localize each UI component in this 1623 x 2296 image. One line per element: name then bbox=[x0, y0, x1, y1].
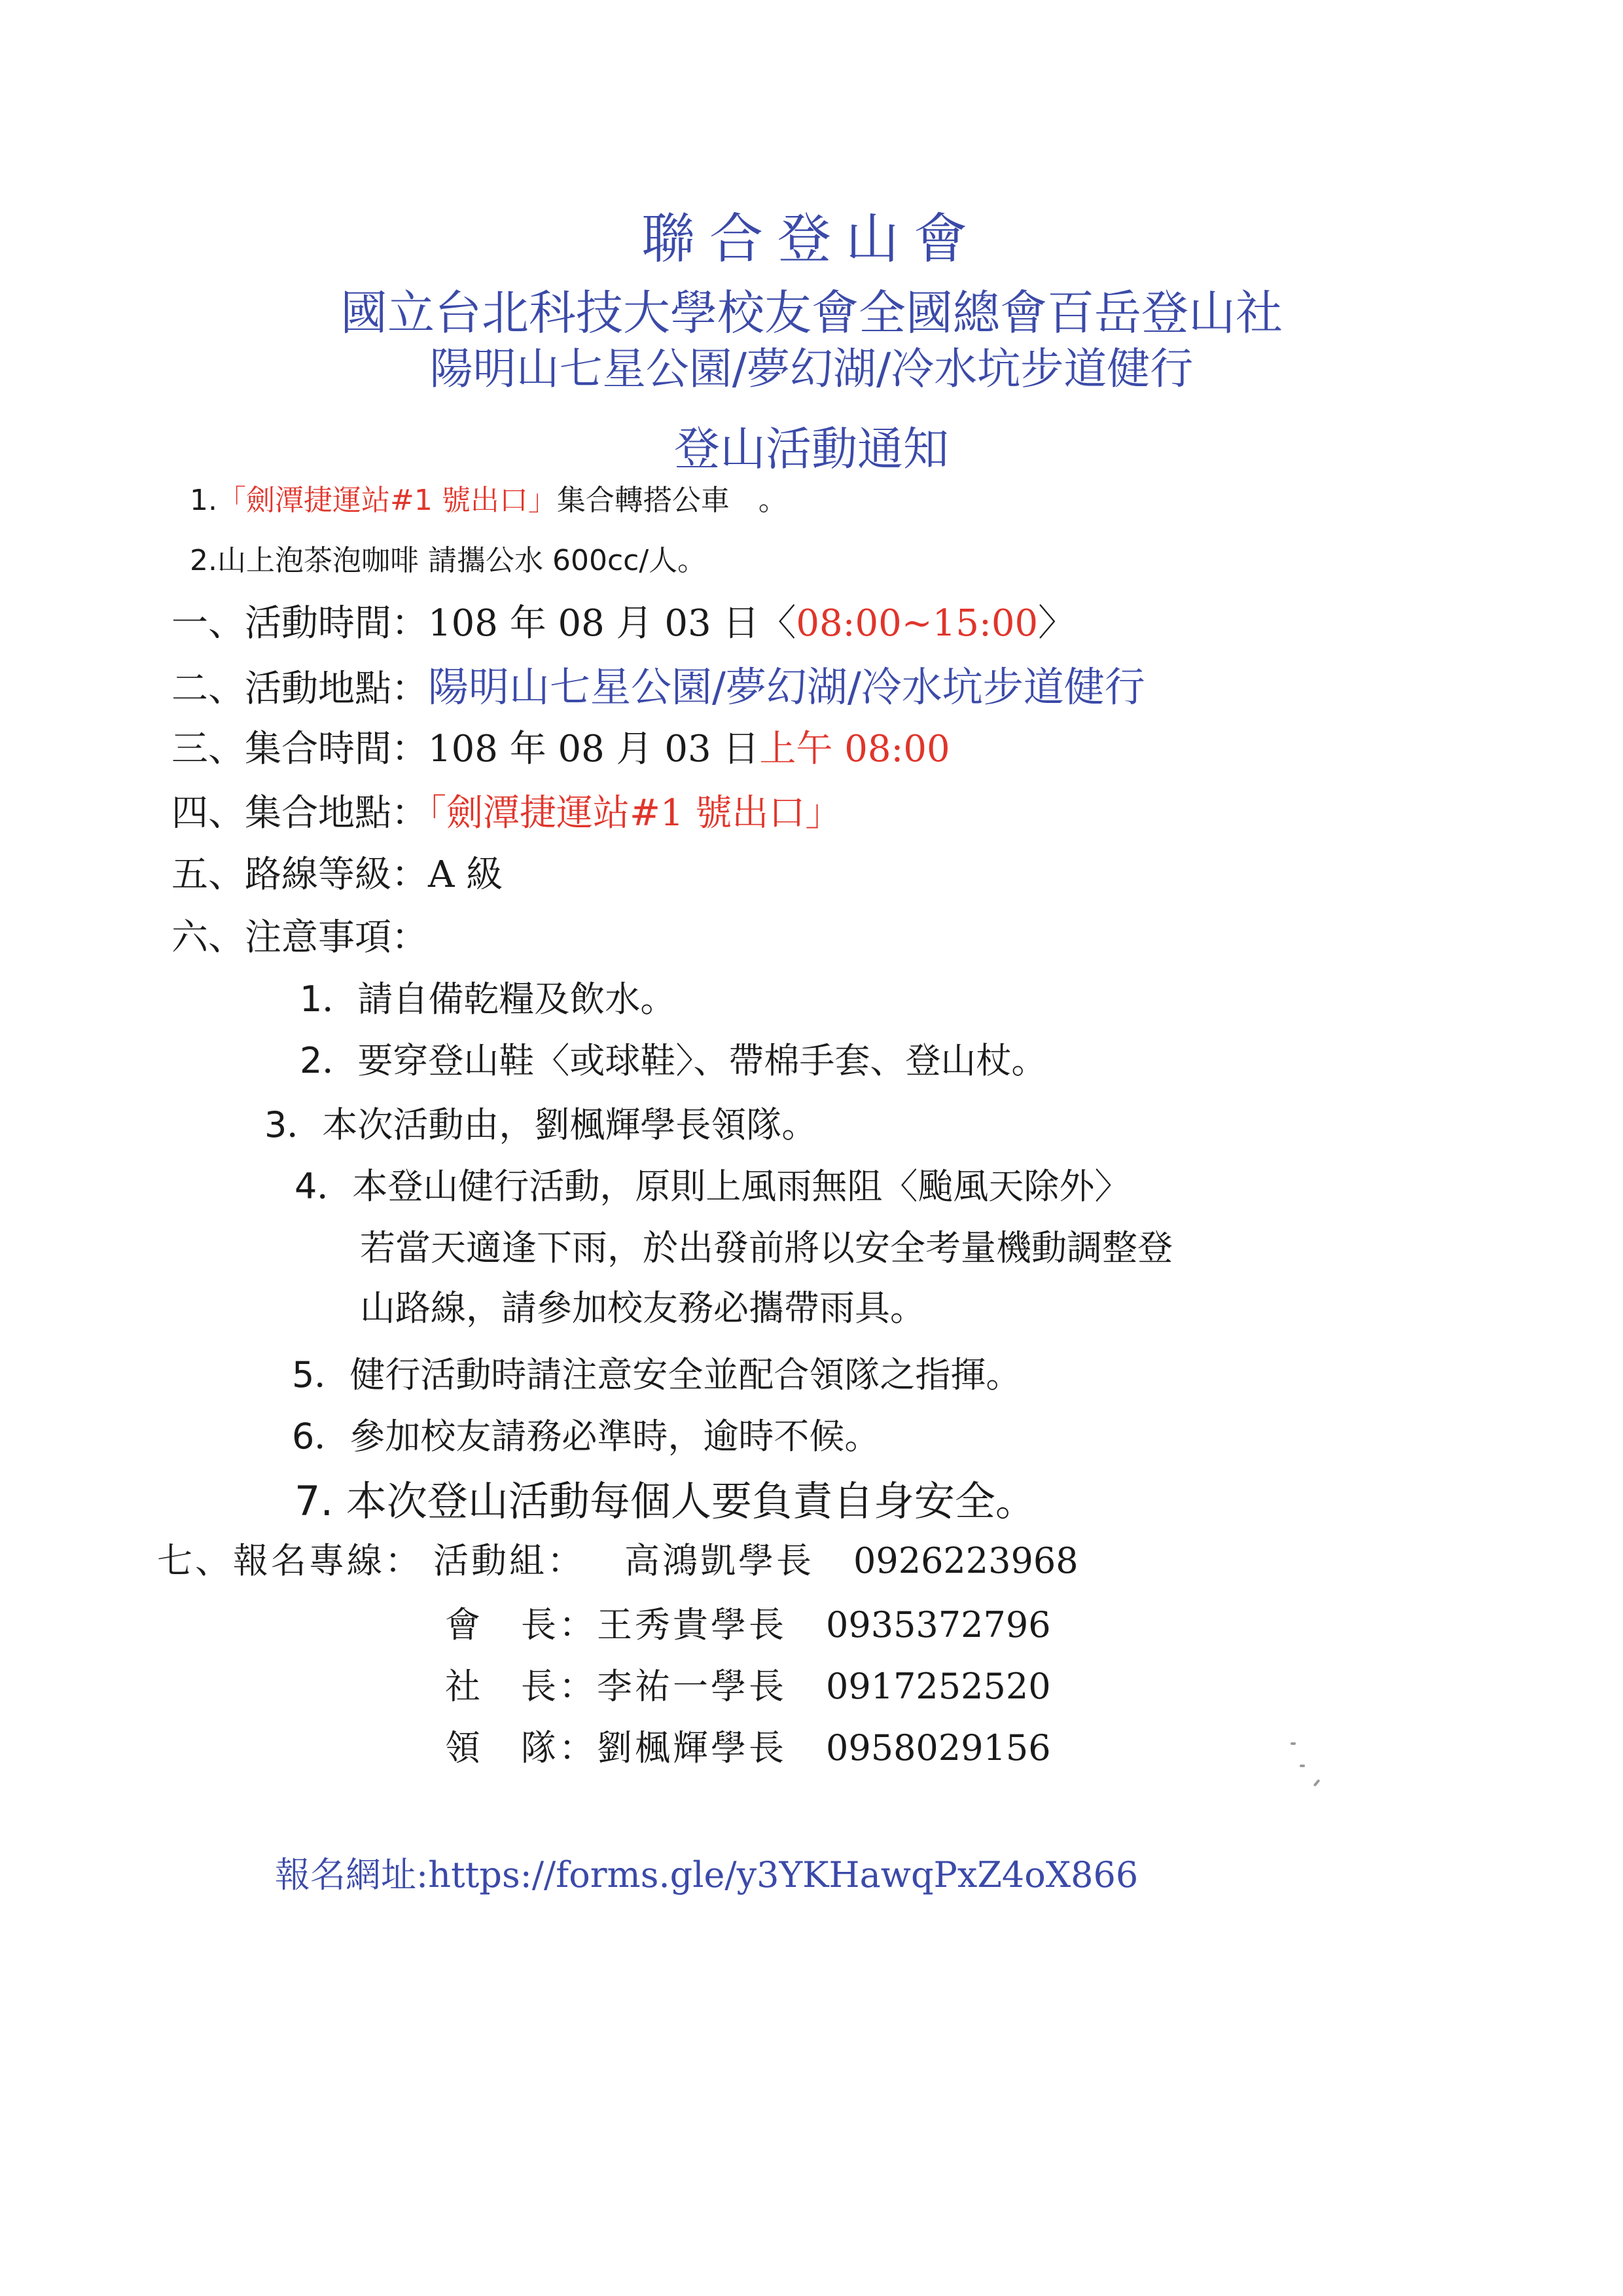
note-item: 1．請自備乾糧及飲水。 bbox=[300, 978, 676, 1020]
contact-row bbox=[445, 1597, 1051, 1647]
contact-row bbox=[445, 1720, 1051, 1770]
gather-date: 108 年 08 月 03 日 bbox=[428, 728, 760, 770]
contact-name: 劉楓輝學長 bbox=[597, 1727, 787, 1768]
preface-item-2 bbox=[190, 537, 706, 579]
bracket-close: 〉 bbox=[1038, 602, 1075, 645]
header-route: 陽明山七星公園/夢幻湖/冷水坑步道健行 bbox=[429, 344, 1194, 394]
section-gather-time bbox=[171, 720, 950, 772]
bracket-open: 〈 bbox=[759, 602, 796, 645]
note-item: 5．健行活動時請注意安全並配合領隊之指揮。 bbox=[292, 1354, 1022, 1395]
preface-item-text: 集合轉搭公車 。 bbox=[556, 484, 787, 517]
signup-label: 報名網址: bbox=[275, 1854, 429, 1895]
preface-item-number: 2. bbox=[190, 544, 217, 577]
contact-name: 李祐一學長 bbox=[597, 1666, 787, 1707]
section-route-grade bbox=[171, 846, 503, 898]
section-label: 三、集合時間： bbox=[171, 728, 428, 770]
preface-item-text: 山上泡茶泡咖啡 請攜公水 600cc/人。 bbox=[217, 544, 707, 577]
signup-line bbox=[275, 1847, 1138, 1897]
activity-place: 陽明山七星公園/夢幻湖/冷水坑步道健行 bbox=[428, 663, 1145, 711]
contact-row bbox=[433, 1533, 1079, 1583]
note-item-continued: 若當天適逢下雨，於出發前將以安全考量機動調整登 bbox=[360, 1227, 1173, 1268]
section-label: 五、路線等級： bbox=[171, 853, 428, 896]
contact-phone: 0935372796 bbox=[826, 1604, 1051, 1645]
activity-date: 108 年 08 月 03 日 bbox=[428, 602, 760, 645]
header-notice: 登山活動通知 bbox=[674, 422, 949, 476]
section-label: 四、集合地點： bbox=[171, 792, 428, 834]
route-grade: A 級 bbox=[428, 853, 503, 896]
note-item: 7. 本次登山活動每個人要負責自身安全。 bbox=[294, 1477, 1036, 1525]
preface-item-1 bbox=[190, 476, 787, 518]
contact-phone: 0958029156 bbox=[826, 1727, 1051, 1768]
header-title: 聯合登山會 bbox=[641, 208, 982, 270]
section-label: 二、活動地點： bbox=[171, 668, 428, 710]
section-label: 一、活動時間： bbox=[171, 602, 428, 645]
gather-place: 「劍潭捷運站#1 號出口」 bbox=[428, 792, 842, 834]
note-item: 2．要穿登山鞋〈或球鞋〉、帶棉手套、登山杖。 bbox=[300, 1040, 1047, 1081]
note-item-continued: 山路線，請參加校友務必攜帶雨具。 bbox=[360, 1287, 925, 1329]
contact-role: 領 隊： bbox=[445, 1727, 597, 1768]
preface-item-number: 1. bbox=[190, 484, 217, 517]
gather-time: 上午 08:00 bbox=[759, 728, 950, 770]
signup-url[interactable]: https://forms.gle/y3YKHawqPxZ4oX866 bbox=[428, 1854, 1139, 1895]
contact-phone: 0926223968 bbox=[853, 1540, 1079, 1581]
contacts-label: 七、報名專線： bbox=[157, 1540, 423, 1581]
contact-phone: 0917252520 bbox=[826, 1666, 1051, 1707]
preface-meeting-point: 「劍潭捷運站#1 號出口」 bbox=[217, 484, 557, 517]
contact-row bbox=[445, 1659, 1051, 1709]
section-notes-label: 六、注意事項： bbox=[171, 916, 428, 959]
activity-hours: 08:00~15:00 bbox=[796, 602, 1039, 645]
header-organization: 國立台北科技大學校友會全國總會百岳登山社 bbox=[340, 285, 1283, 340]
note-item: 3．本次活動由，劉楓輝學長領隊。 bbox=[264, 1104, 817, 1145]
contact-name: 王秀貴學長 bbox=[597, 1604, 787, 1645]
scan-speck bbox=[1313, 1779, 1321, 1787]
section-gather-place bbox=[171, 784, 842, 836]
scan-speck bbox=[1300, 1765, 1305, 1767]
section-activity-place bbox=[171, 655, 1145, 713]
note-item: 4．本登山健行活動，原則上風雨無阻〈颱風天除外〉 bbox=[294, 1166, 1130, 1207]
contact-name: 高鴻凱學長 bbox=[624, 1540, 814, 1581]
note-item: 6．參加校友請務必準時，逾時不候。 bbox=[292, 1416, 880, 1457]
contact-role: 社 長： bbox=[445, 1666, 597, 1707]
section-activity-time bbox=[171, 594, 1075, 647]
contact-role: 會 長： bbox=[445, 1604, 597, 1645]
contact-role: 活動組： bbox=[433, 1540, 585, 1581]
scan-speck bbox=[1291, 1742, 1296, 1745]
